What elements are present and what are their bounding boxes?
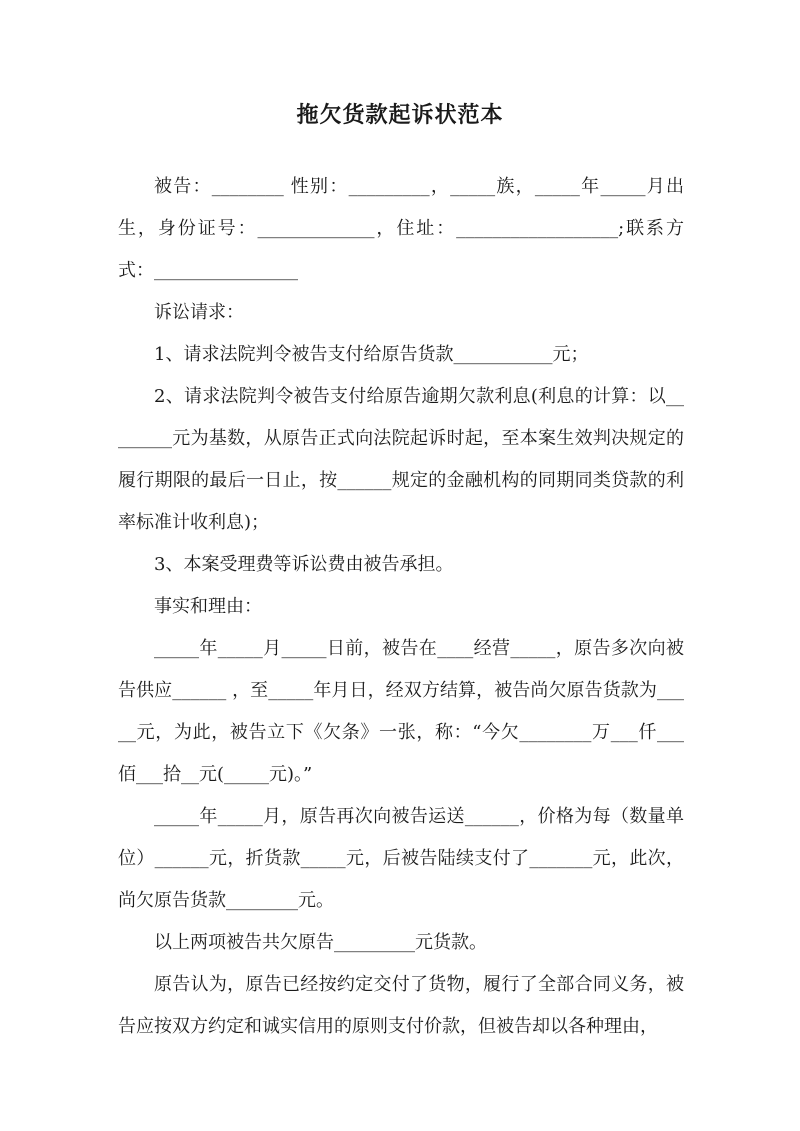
document-title: 拖欠货款起诉状范本 [296, 102, 504, 128]
facts-paragraph-1: _____年_____月_____日前，被告在____经营_____，原告多次向被告供应______ ，至_____年月日，经双方结算，被告尚欠原告货款为_____元，为此，被告立下《欠条》一张，称：“今欠________万___仟___佰___拾__元(_____元)。” [118, 638, 684, 785]
facts-total-paragraph: 以上两项被告共欠原告_________元货款。 [154, 932, 487, 953]
claims-heading: 诉讼请求： [154, 302, 244, 323]
plaintiff-opinion-paragraph: 原告认为，原告已经按约定交付了货物，履行了全部合同义务，被告应按双方约定和诚实信用的原则支付价款，但被告却以各种理由， [118, 974, 684, 1037]
claim-item-2: 2、请求法院判令被告支付给原告逾期欠款利息(利息的计算：以________元为基数，从原告正式向法院起诉时起，至本案生效判决规定的履行期限的最后一日止，按______规定的金融机构的同期同类贷款的利率标准计收利息)； [118, 386, 684, 533]
claim-item-3: 3、本案受理费等诉讼费由被告承担。 [154, 554, 454, 575]
document-body [118, 166, 684, 1048]
defendant-info-paragraph: 被告：________ 性别：_________，_____族，_____年_____月出生，身份证号：_____________，住址：__________________;联系方式：________________ [118, 176, 684, 281]
facts-paragraph-2: _____年_____月，原告再次向被告运送______，价格为每（数量单位）______元，折货款_____元，后被告陆续支付了_______元，此次，尚欠原告货款________元。 [118, 806, 684, 911]
claim-item-1: 1、请求法院判令被告支付给原告货款___________元； [154, 344, 589, 365]
facts-heading: 事实和理由： [154, 596, 262, 617]
